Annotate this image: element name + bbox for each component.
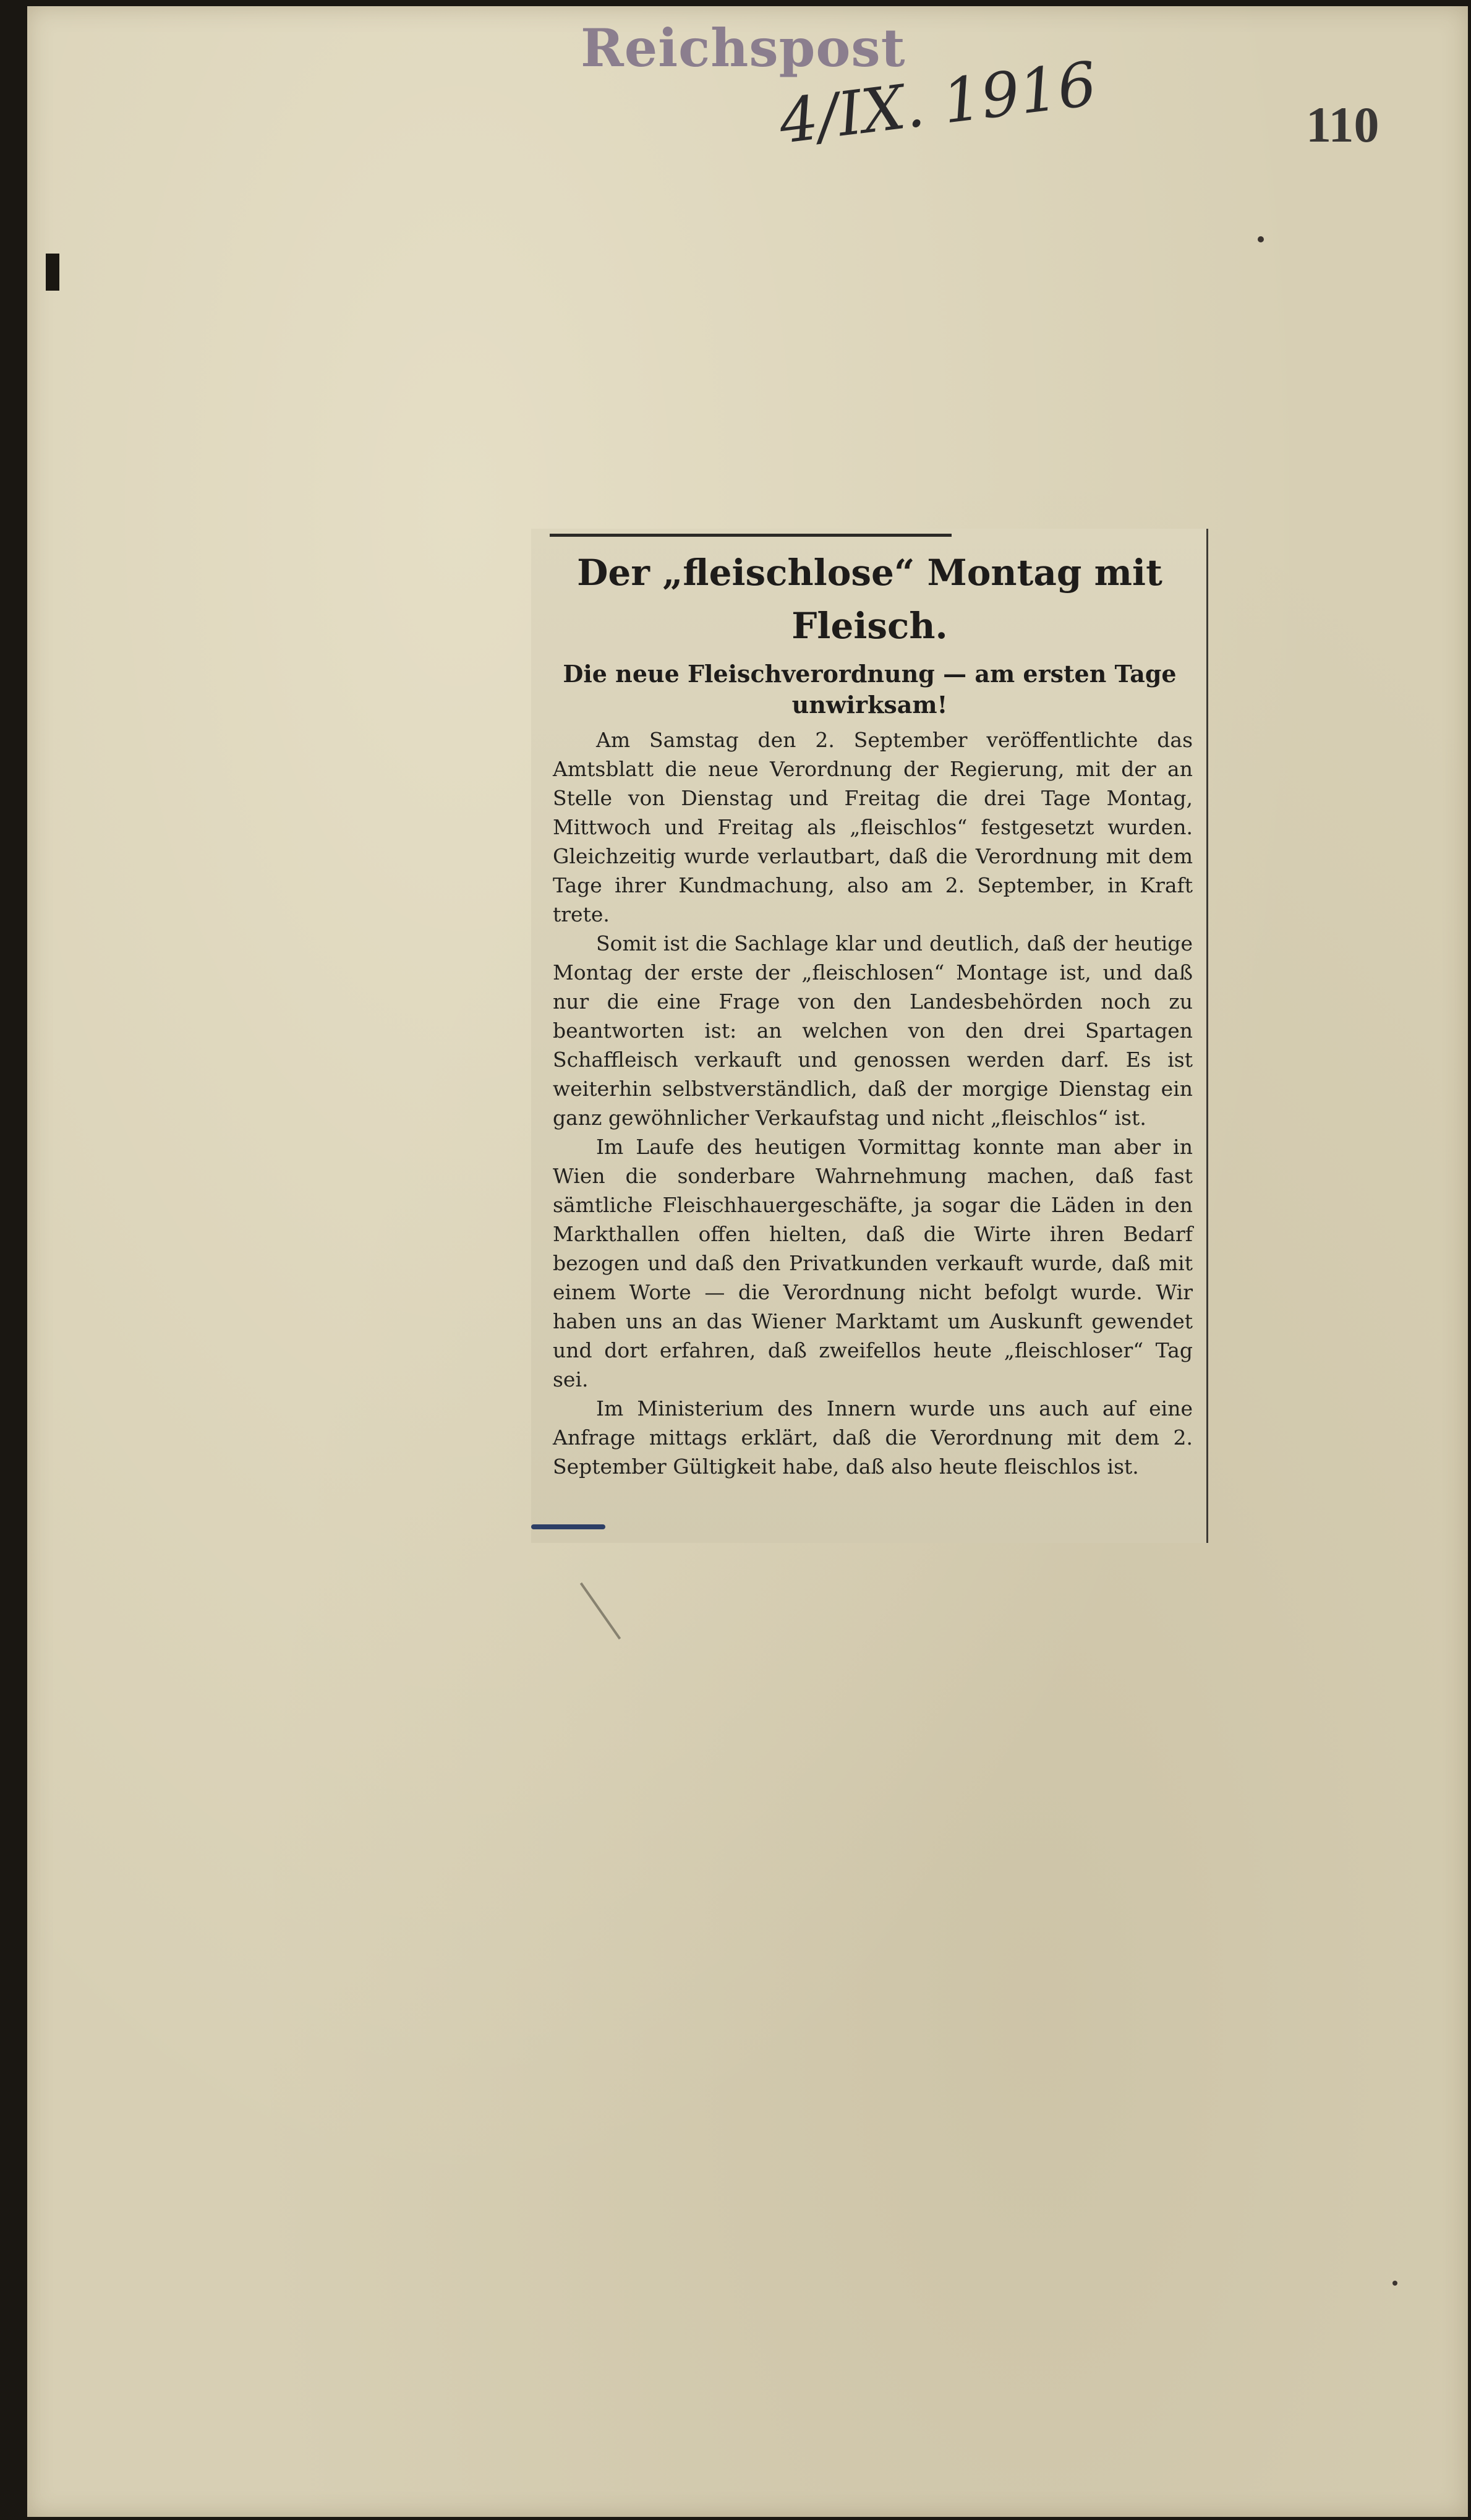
ink-speck — [1258, 236, 1264, 242]
article-paragraph: Somit ist die Sachlage klar und deutlich, daß der heutige Montag der erste der „fleischlosen“ Montage ist, und daß nur die eine Frage von den Landesbehörden noch zu beantworten ist: an welchen von den drei Spartagen Schaffleisch verkauft und genossen werden darf. Es ist weiterhin selbstverständlich, daß der morgige Dienstag ein ganz gewöhnlicher Verkaufstag und nicht „fleischlos“ ist. — [553, 931, 1193, 1130]
handwritten-underline — [531, 1524, 605, 1529]
article-subheadline: Die neue Fleischverordnung — am ersten Tage unwirksam! — [563, 660, 1177, 719]
sheet-notch — [46, 254, 59, 291]
archive-sheet — [27, 6, 1468, 2517]
ink-speck — [1392, 2281, 1397, 2286]
pencil-stroke — [580, 1582, 621, 1639]
newspaper-stamp: Reichspost — [581, 17, 906, 79]
article-paragraph: Am Samstag den 2. September veröffentlichte das Amtsblatt die neue Verordnung der Regierung, mit der an Stelle von Dienstag und Freitag die drei Tage Montag, Mittwoch und Freitag als „fleischlos“ festgesetzt wurden. Gleichzeitig wurde verlautbart, daß die Verordnung mit dem Tage ihrer Kundmachung, also am 2. September, in Kraft trete. — [553, 728, 1193, 926]
newspaper-clipping — [531, 529, 1208, 1543]
article-headline: Der „fleischlose“ Montag mit Fleisch. — [577, 552, 1162, 647]
clipping-top-rule — [550, 534, 952, 537]
article-paragraph: Im Ministerium des Innern wurde uns auch auf eine Anfrage mittags erklärt, daß die Verordnung mit dem 2. September Gültigkeit habe, daß also heute fleischlos ist. — [553, 1396, 1193, 1479]
folio-number: 110 — [1306, 96, 1379, 153]
handwritten-date: 4/IX. 1916 — [775, 49, 1101, 158]
article-body — [553, 725, 1193, 1481]
article-paragraph: Im Laufe des heutigen Vormittag konnte man aber in Wien die sonderbare Wahrnehmung machen, daß fast sämtliche Fleischhauergeschäfte, ja sogar die Läden in den Markthallen offen hielten, daß die Wirte ihren Bedarf bezogen und daß den Privatkunden verkauft wurde, daß mit einem Worte — die Verordnung nicht befolgt wurde. Wir haben uns an das Wiener Marktamt um Auskunft gewendet und dort erfahren, daß zweifellos heute „fleischloser“ Tag sei. — [553, 1135, 1193, 1391]
